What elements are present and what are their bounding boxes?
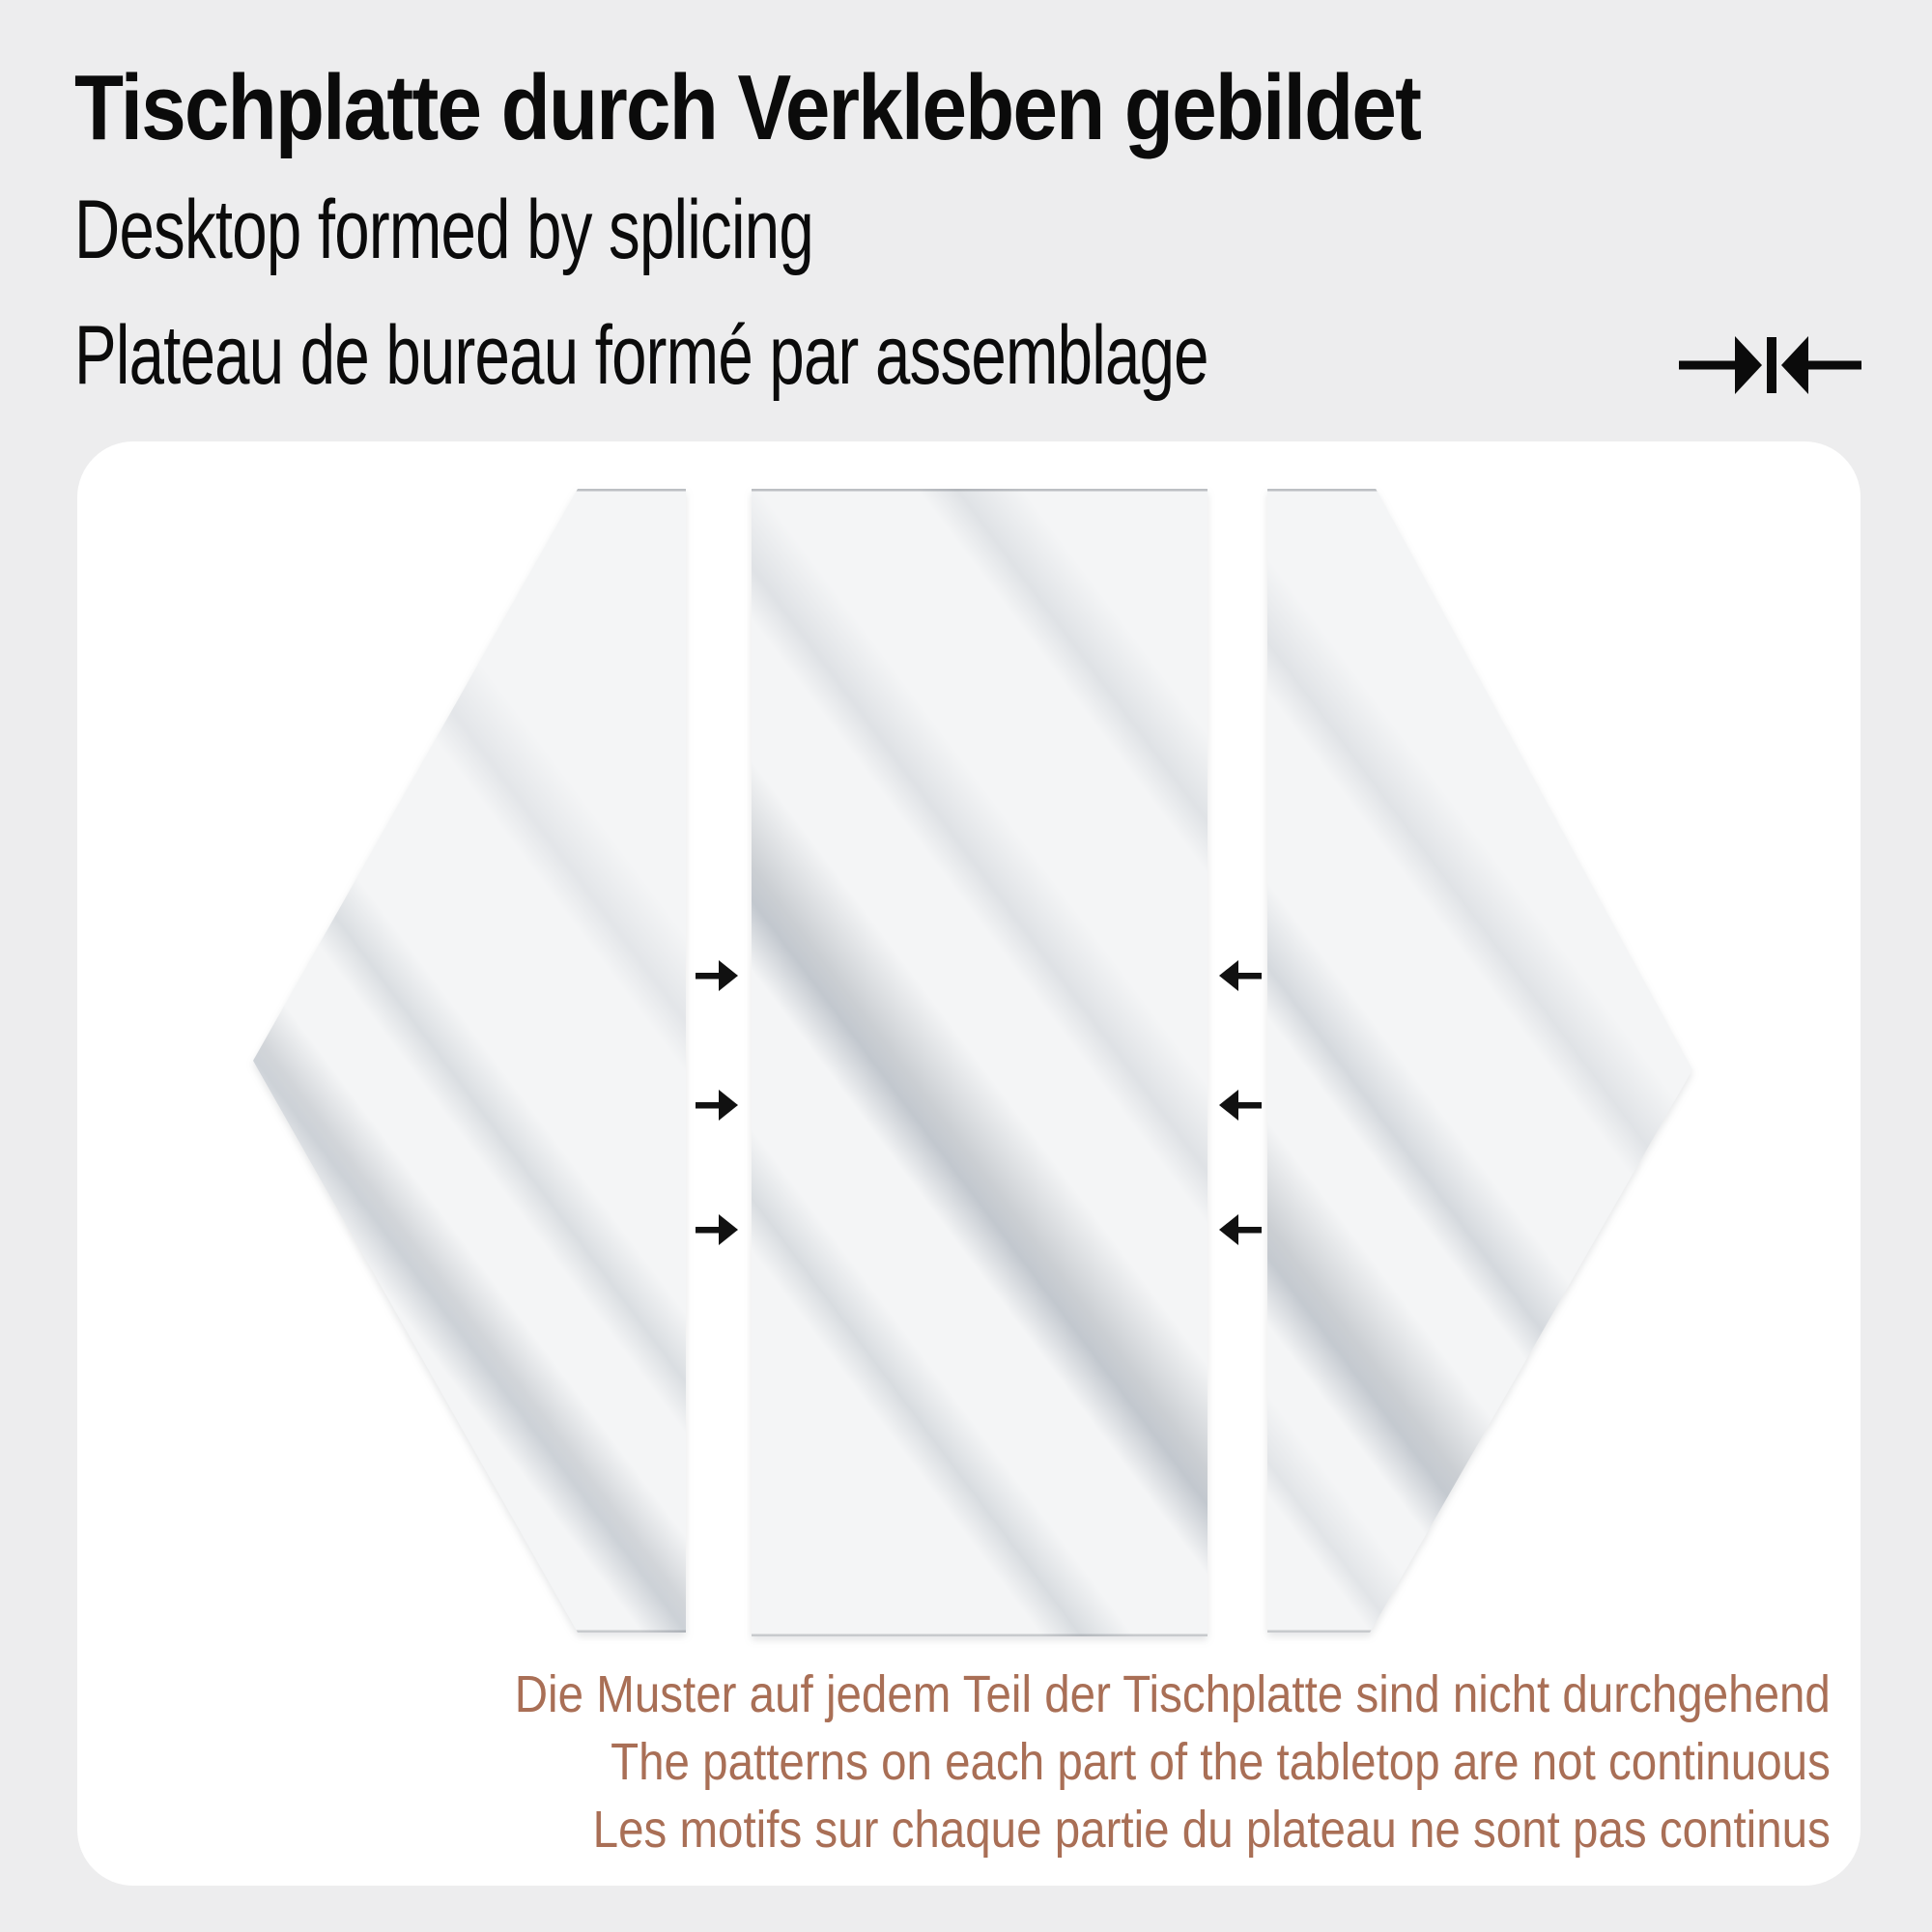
arrow-right-icon [696,1090,738,1121]
tabletop-piece-left [253,489,686,1633]
tabletop-piece-right [1267,489,1692,1633]
pattern-notes [515,1661,1831,1863]
note-french: Les motifs sur chaque partie du plateau ne sont pas continus [592,1801,1831,1859]
arrow-left-icon [1219,1214,1262,1245]
subtitle-english: Desktop formed by splicing [74,184,813,276]
note-english: The patterns on each part of the tabletop are not continuous [611,1733,1831,1791]
merge-arrows-icon [1679,336,1862,394]
arrow-right-icon [696,960,738,991]
tabletop-piece-middle [752,489,1208,1636]
note-german: Die Muster auf jedem Teil der Tischplatte sind nicht durchgehend [514,1665,1831,1723]
arrow-left-icon [1219,960,1262,991]
title-german: Tischplatte durch Verkleben gebildet [74,56,1421,159]
marble-surface [752,489,1208,1636]
marble-surface [253,489,686,1633]
marble-surface [1267,489,1692,1633]
subtitle-french: Plateau de bureau formé par assemblage [74,309,1208,402]
arrow-left-icon [1219,1090,1262,1121]
arrow-right-icon [696,1214,738,1245]
